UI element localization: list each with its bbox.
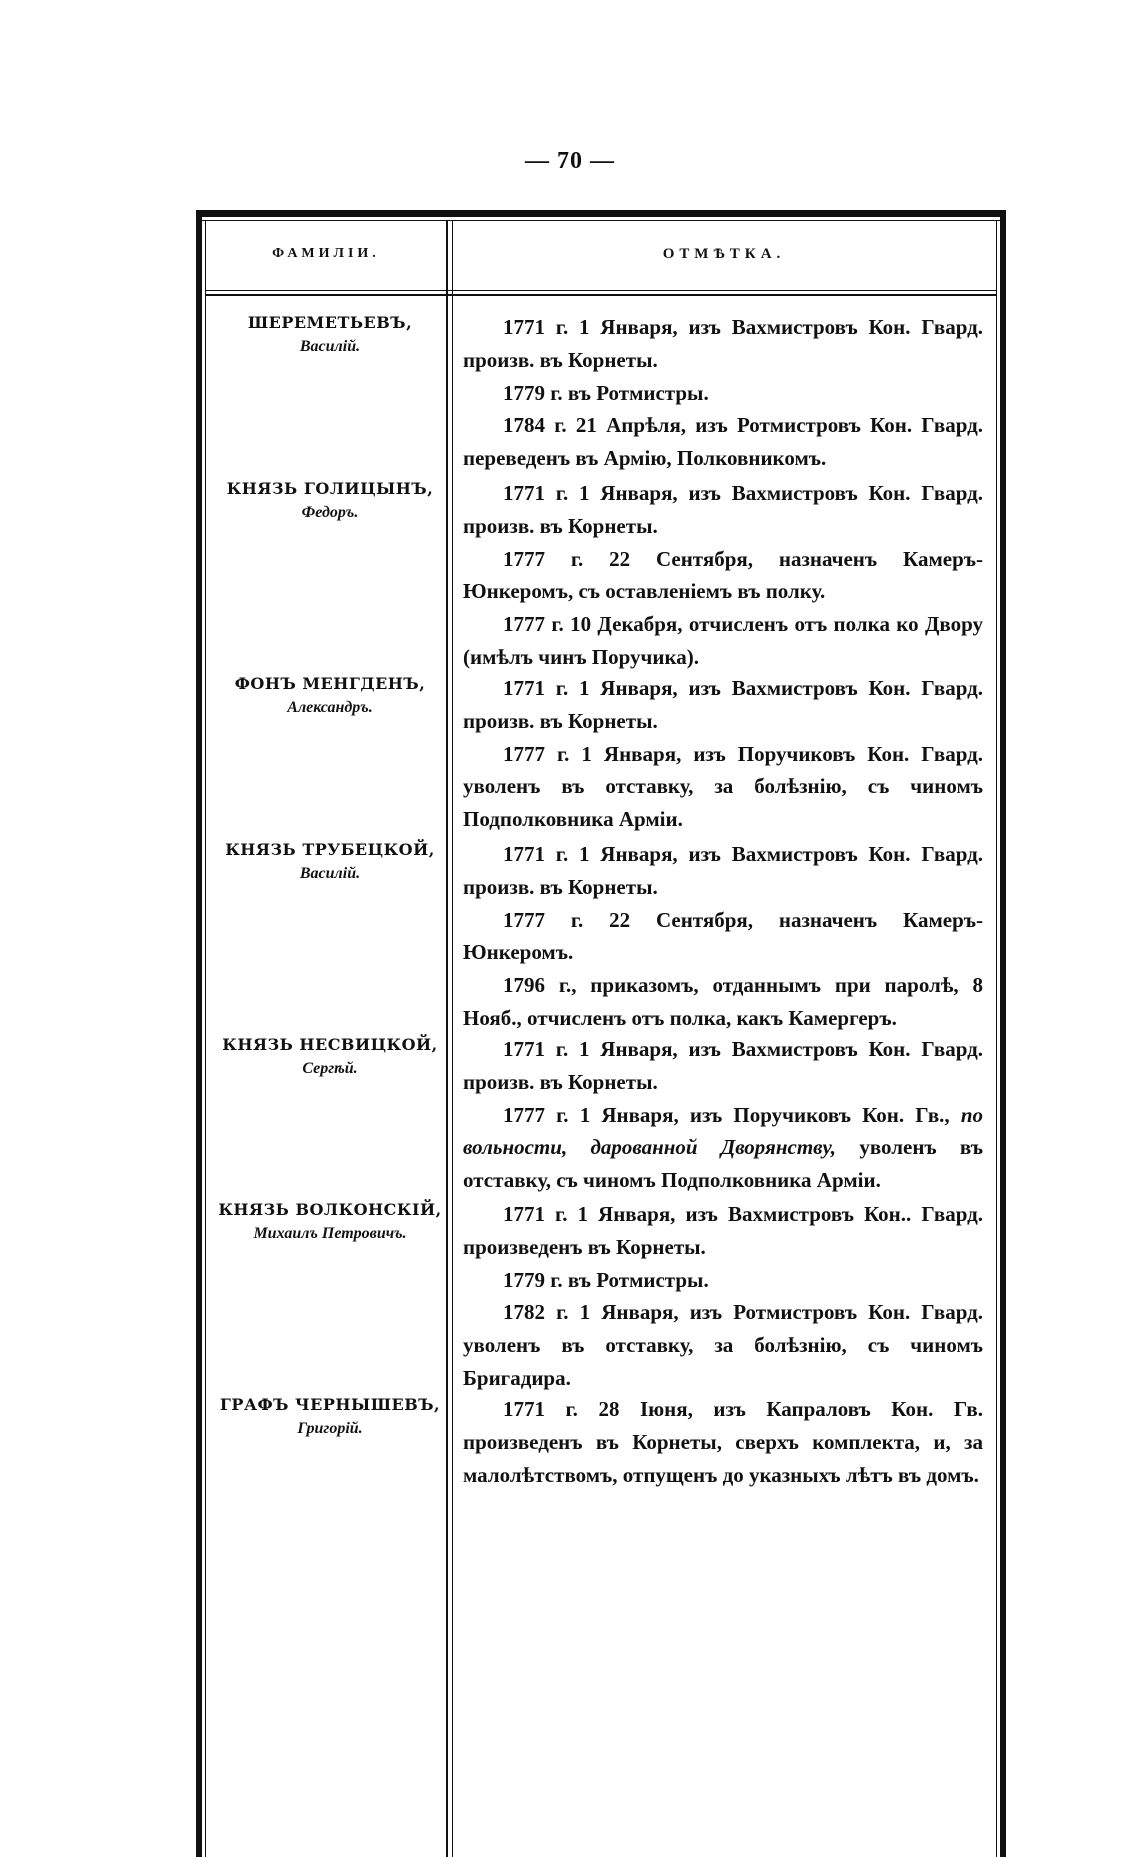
note-line: 1782 г. 1 Января, изъ Ротмистровъ Кон. Гвард. уволенъ въ отставку, за болѣзнію, съ чиномъ Бригадира. <box>463 1300 983 1390</box>
given-name: Василій. <box>299 865 361 882</box>
note-line: 1796 г., приказомъ, отданнымъ при паролѣ, 8 Нояб., отчисленъ отъ полка, какъ Камергеръ. <box>463 973 983 1030</box>
note-line: 1779 г. въ Ротмистры. <box>503 1267 709 1292</box>
column-header-surnames: ФАМИЛІИ. <box>272 246 380 261</box>
person-entry <box>210 1393 450 1441</box>
given-name: Василій. <box>299 338 361 355</box>
column-divider <box>452 221 453 1857</box>
surname: ШЕРЕМЕТЬЕВЪ, <box>247 313 413 332</box>
surname: КНЯЗЬ ТРУБЕЦКОЙ, <box>225 840 435 859</box>
frame-rule <box>196 210 202 1857</box>
surname: КНЯЗЬ ГОЛИЦЫНЪ, <box>226 479 434 498</box>
frame-rule <box>205 220 206 1857</box>
frame-rule <box>1000 210 1006 1857</box>
note-line: 1777 г. 1 Января, изъ Поручиковъ Кон. Гвард. уволенъ въ отставку, за болѣзнію, съ чиномъ Подполковника Арміи. <box>463 741 983 832</box>
note-line: 1771 г. 28 Іюня, изъ Капраловъ Кон. Гв. произведенъ въ Корнеты, сверхъ комплекта, и, за малолѣтствомъ, отпущенъ до указныхъ лѣтъ въ домъ. <box>463 1397 983 1487</box>
note-text: уволенъ въ отставку, съ чиномъ Подполковника Арміи. <box>463 1135 983 1193</box>
note-line: 1771 г. 1 Января, изъ Вахмистровъ Кон. Гвард. произв. въ Корнеты. <box>463 481 983 538</box>
surname: ФОНЪ МЕНГДЕНЪ, <box>234 674 426 693</box>
person-entry <box>210 477 450 525</box>
given-name: Федоръ. <box>301 504 359 521</box>
record-notes <box>463 672 983 836</box>
record-notes <box>463 1198 983 1395</box>
surname: ГРАФЪ ЧЕРНЫШЕВЪ, <box>219 1395 441 1414</box>
surname: КНЯЗЬ ВОЛКОНСКІЙ, <box>218 1200 442 1219</box>
given-name: Григорій. <box>297 1420 363 1437</box>
column-header-notes: ОТМѢТКА. <box>662 246 786 262</box>
frame-rule <box>996 220 997 1857</box>
note-line: 1771 г. 1 Января, изъ Вахмистровъ Кон.. Гвард. произведенъ въ Корнеты. <box>463 1202 983 1259</box>
note-line: 1784 г. 21 Апрѣля, изъ Ротмистровъ Кон. Гвард. переведенъ въ Армію, Полковникомъ. <box>463 413 983 471</box>
record-notes <box>463 311 983 475</box>
note-line: 1777 г. 22 Сентября, назначенъ Камеръ-Юнкеромъ. <box>463 907 983 965</box>
header-rule <box>206 294 996 296</box>
record-notes <box>463 838 983 1035</box>
note-line: 1771 г. 1 Января, изъ Вахмистровъ Кон. Гвард. произв. въ Корнеты. <box>463 315 983 372</box>
person-entry <box>210 1033 450 1081</box>
note-line: 1779 г. въ Ротмистры. <box>503 380 709 405</box>
page-number: — 70 — <box>525 148 615 174</box>
header-rule <box>206 290 996 291</box>
record-notes <box>463 1033 983 1197</box>
note-line: 1777 г. 10 Декабря, отчисленъ отъ полка ко Двору (имѣлъ чинъ Поручика). <box>463 612 983 669</box>
person-entry <box>210 311 450 359</box>
record-notes <box>463 1393 983 1491</box>
frame-rule <box>196 220 1006 221</box>
frame-rule <box>196 210 1006 217</box>
note-line: 1771 г. 1 Января, изъ Вахмистровъ Кон. Гвард. произв. въ Корнеты. <box>463 1037 983 1094</box>
note-line: 1777 г. 22 Сентября, назначенъ Камеръ-Юнкеромъ, съ оставленіемъ въ полку. <box>463 546 983 604</box>
note-line <box>463 1099 983 1197</box>
given-name: Михаилъ Петровичъ. <box>253 1225 407 1242</box>
surname: КНЯЗЬ НЕСВИЦКОЙ, <box>222 1035 438 1054</box>
person-entry <box>210 1198 450 1246</box>
note-line: 1771 г. 1 Января, изъ Вахмистровъ Кон. Гвард. произв. въ Корнеты. <box>463 676 983 733</box>
given-name: Сергѣй. <box>302 1060 358 1077</box>
given-name: Александръ. <box>287 699 373 716</box>
note-italic: по вольности, дарованной Дворянству, <box>463 1102 983 1160</box>
note-text: 1777 г. 1 Января, изъ Поручиковъ Кон. Гв., <box>503 1102 950 1127</box>
person-entry <box>210 672 450 720</box>
person-entry <box>210 838 450 886</box>
record-notes <box>463 477 983 674</box>
note-line: 1771 г. 1 Января, изъ Вахмистровъ Кон. Гвард. произв. въ Корнеты. <box>463 842 983 899</box>
